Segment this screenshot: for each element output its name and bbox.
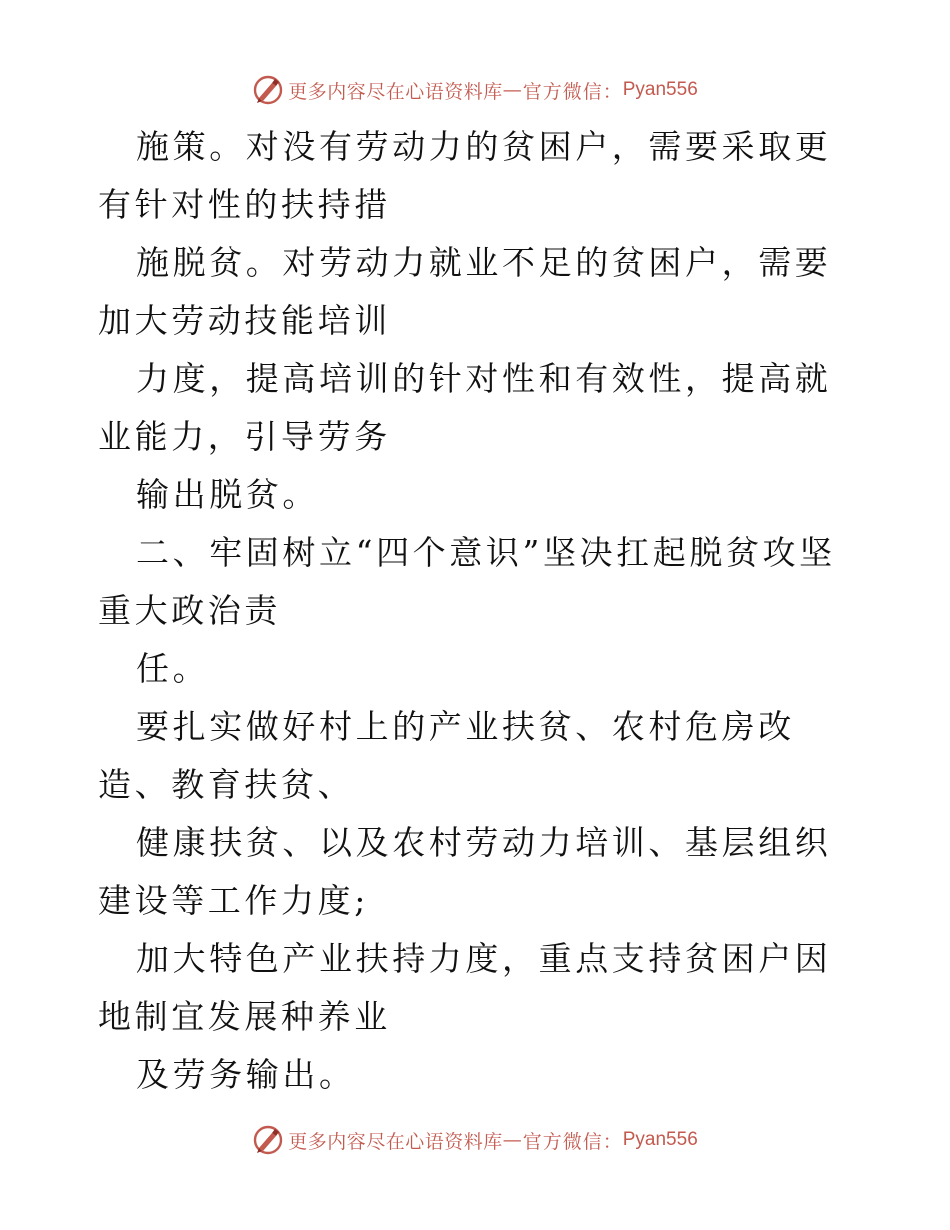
banner-wechat-label: 官方微信： bbox=[522, 1130, 623, 1153]
banner-separator: — bbox=[502, 79, 523, 101]
banner-wechat-id: Pyan556 bbox=[622, 1129, 698, 1150]
banner-wechat-label: 官方微信： bbox=[522, 80, 623, 103]
paragraph: 施脱贫。对劳动力就业不足的贫困户，需要加大劳动技能培训 bbox=[98, 243, 832, 340]
pen-logo-icon bbox=[252, 1124, 284, 1156]
paragraph: 施策。对没有劳动力的贫困户，需要采取更有针对性的扶持措 bbox=[98, 127, 832, 224]
banner-separator: — bbox=[502, 1129, 523, 1151]
paragraph: 加大特色产业扶持力度，重点支持贫困户因地制宜发展种养业 bbox=[98, 939, 832, 1036]
footer-banner bbox=[0, 1120, 950, 1160]
paragraph: 要扎实做好村上的产业扶贫、农村危房改造、教育扶贫、 bbox=[98, 707, 795, 804]
document-body bbox=[98, 118, 858, 1104]
banner-slogan: 更多内容尽在心语资料库 bbox=[288, 1130, 503, 1153]
header-banner bbox=[0, 70, 950, 110]
banner-slogan: 更多内容尽在心语资料库 bbox=[288, 80, 503, 103]
pen-logo-icon bbox=[252, 74, 284, 106]
paragraph: 输出脱贫。 bbox=[136, 475, 319, 514]
paragraph: 任。 bbox=[136, 649, 210, 688]
paragraph: 健康扶贫、以及农村劳动力培训、基层组织建设等工作力度; bbox=[98, 823, 832, 920]
paragraph: 二、牢固树立“四个意识”坚决扛起脱贫攻坚重大政治责 bbox=[98, 533, 836, 630]
paragraph: 力度，提高培训的针对性和有效性，提高就业能力，引导劳务 bbox=[98, 359, 832, 456]
paragraph: 及劳务输出。 bbox=[136, 1055, 356, 1094]
banner-wechat-id: Pyan556 bbox=[622, 79, 698, 100]
